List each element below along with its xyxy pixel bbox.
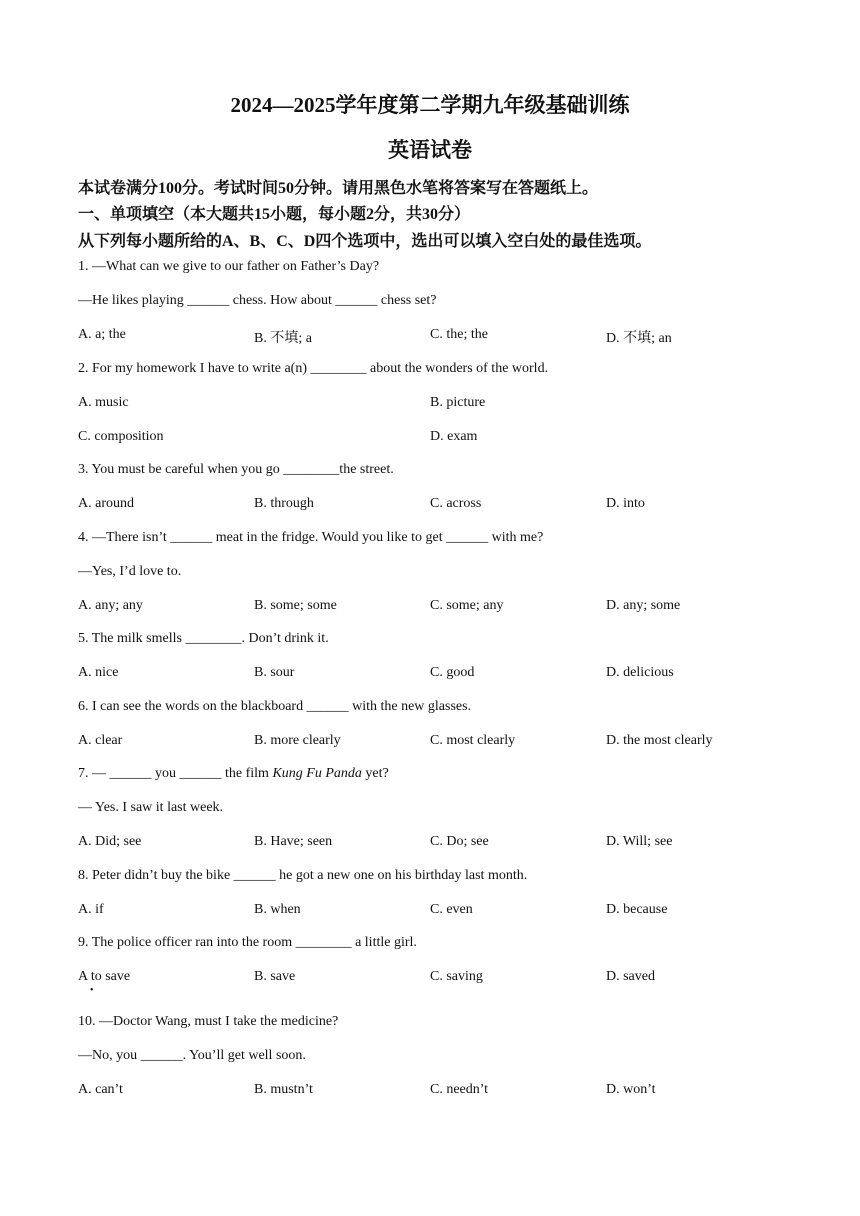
question-2-line-1: 2. For my homework I have to write a(n) ________ about the wonders of the world. [78, 361, 549, 376]
question-6-option-d: D. the most clearly [606, 733, 713, 748]
section-direction: 从下列每小题所给的A、B、C、D四个选项中，选出可以填入空白处的最佳选项。 [78, 233, 652, 250]
question-6-option-a: A. clear [78, 733, 123, 748]
question-4-option-b: B. some; some [254, 598, 337, 613]
question-4-line-2: —Yes, I’d love to. [78, 564, 182, 579]
question-2-option-c: C. composition [78, 429, 164, 444]
question-7-option-b: B. Have; seen [254, 834, 333, 849]
question-2-option-d: D. exam [430, 429, 478, 444]
question-9-option-d: D. saved [606, 969, 655, 984]
section-heading: 一、单项填空（本大题共15小题，每小题2分，共30分） [78, 206, 471, 223]
question-8-option-b: B. when [254, 902, 301, 917]
question-6-line-1: 6. I can see the words on the blackboard ______ with the new glasses. [78, 699, 472, 714]
question-9-option-b: B. save [254, 969, 296, 984]
exam-subtitle: 英语试卷 [388, 138, 472, 162]
question-2-option-a: A. music [78, 395, 129, 410]
question-1-option-b: B. 不填; a [254, 331, 312, 346]
question-8-option-a: A. if [78, 902, 104, 917]
question-10-line-2: —No, you ______. You’ll get well soon. [78, 1048, 306, 1063]
question-1-option-a: A. a; the [78, 327, 126, 342]
question-6-option-c: C. most clearly [430, 733, 516, 748]
question-4-option-d: D. any; some [606, 598, 681, 613]
question-1-option-d: D. 不填; an [606, 331, 672, 346]
question-7-line-2: — Yes. I saw it last week. [78, 800, 224, 815]
question-10-option-a: A. can’t [78, 1082, 123, 1097]
question-7-option-a: A. Did; see [78, 834, 142, 849]
question-5-line-1: 5. The milk smells ________. Don’t drink it. [78, 631, 329, 646]
question-5-option-b: B. sour [254, 665, 295, 680]
question-9-line-1: 9. The police officer ran into the room ________ a little girl. [78, 935, 417, 950]
question-3-option-b: B. through [254, 496, 314, 511]
question-10-line-1: 10. —Doctor Wang, must I take the medicine? [78, 1014, 339, 1029]
question-7-film-title: Kung Fu Panda [272, 766, 362, 781]
question-10-option-b: B. mustn’t [254, 1082, 313, 1097]
question-6-option-b: B. more clearly [254, 733, 341, 748]
question-5-option-c: C. good [430, 665, 475, 680]
question-3-line-1: 3. You must be careful when you go ________the street. [78, 462, 394, 477]
question-9-option-a: A to save [78, 969, 131, 984]
question-4-line-1: 4. —There isn’t ______ meat in the fridge. Would you like to get ______ with me? [78, 530, 544, 545]
question-5-option-a: A. nice [78, 665, 119, 680]
question-10-option-d: D. won’t [606, 1082, 656, 1097]
stray-dot: • [90, 985, 94, 996]
question-7-line-1 [78, 766, 389, 782]
exam-note: 本试卷满分100分。考试时间50分钟。请用黑色水笔将答案写在答题纸上。 [78, 180, 599, 197]
question-3-option-d: D. into [606, 496, 645, 511]
question-10-option-c: C. needn’t [430, 1082, 489, 1097]
question-5-option-d: D. delicious [606, 665, 674, 680]
question-7-prefix: 7. — ______ you ______ the film [78, 766, 273, 781]
question-7-option-d: D. Will; see [606, 834, 673, 849]
question-9-option-c: C. saving [430, 969, 483, 984]
question-3-option-a: A. around [78, 496, 134, 511]
question-1-line-2: —He likes playing ______ chess. How about ______ chess set? [78, 293, 437, 308]
question-4-option-c: C. some; any [430, 598, 504, 613]
question-8-option-d: D. because [606, 902, 668, 917]
question-4-option-a: A. any; any [78, 598, 143, 613]
question-1-line-1: 1. —What can we give to our father on Father’s Day? [78, 259, 380, 274]
question-3-option-c: C. across [430, 496, 482, 511]
question-2-option-b: B. picture [430, 395, 486, 410]
question-7-suffix: yet? [361, 766, 389, 781]
question-8-option-c: C. even [430, 902, 473, 917]
question-7-option-c: C. Do; see [430, 834, 489, 849]
question-8-line-1: 8. Peter didn’t buy the bike ______ he got a new one on his birthday last month. [78, 868, 528, 883]
exam-title: 2024—2025学年度第二学期九年级基础训练 [230, 93, 630, 117]
question-1-option-c: C. the; the [430, 327, 488, 342]
